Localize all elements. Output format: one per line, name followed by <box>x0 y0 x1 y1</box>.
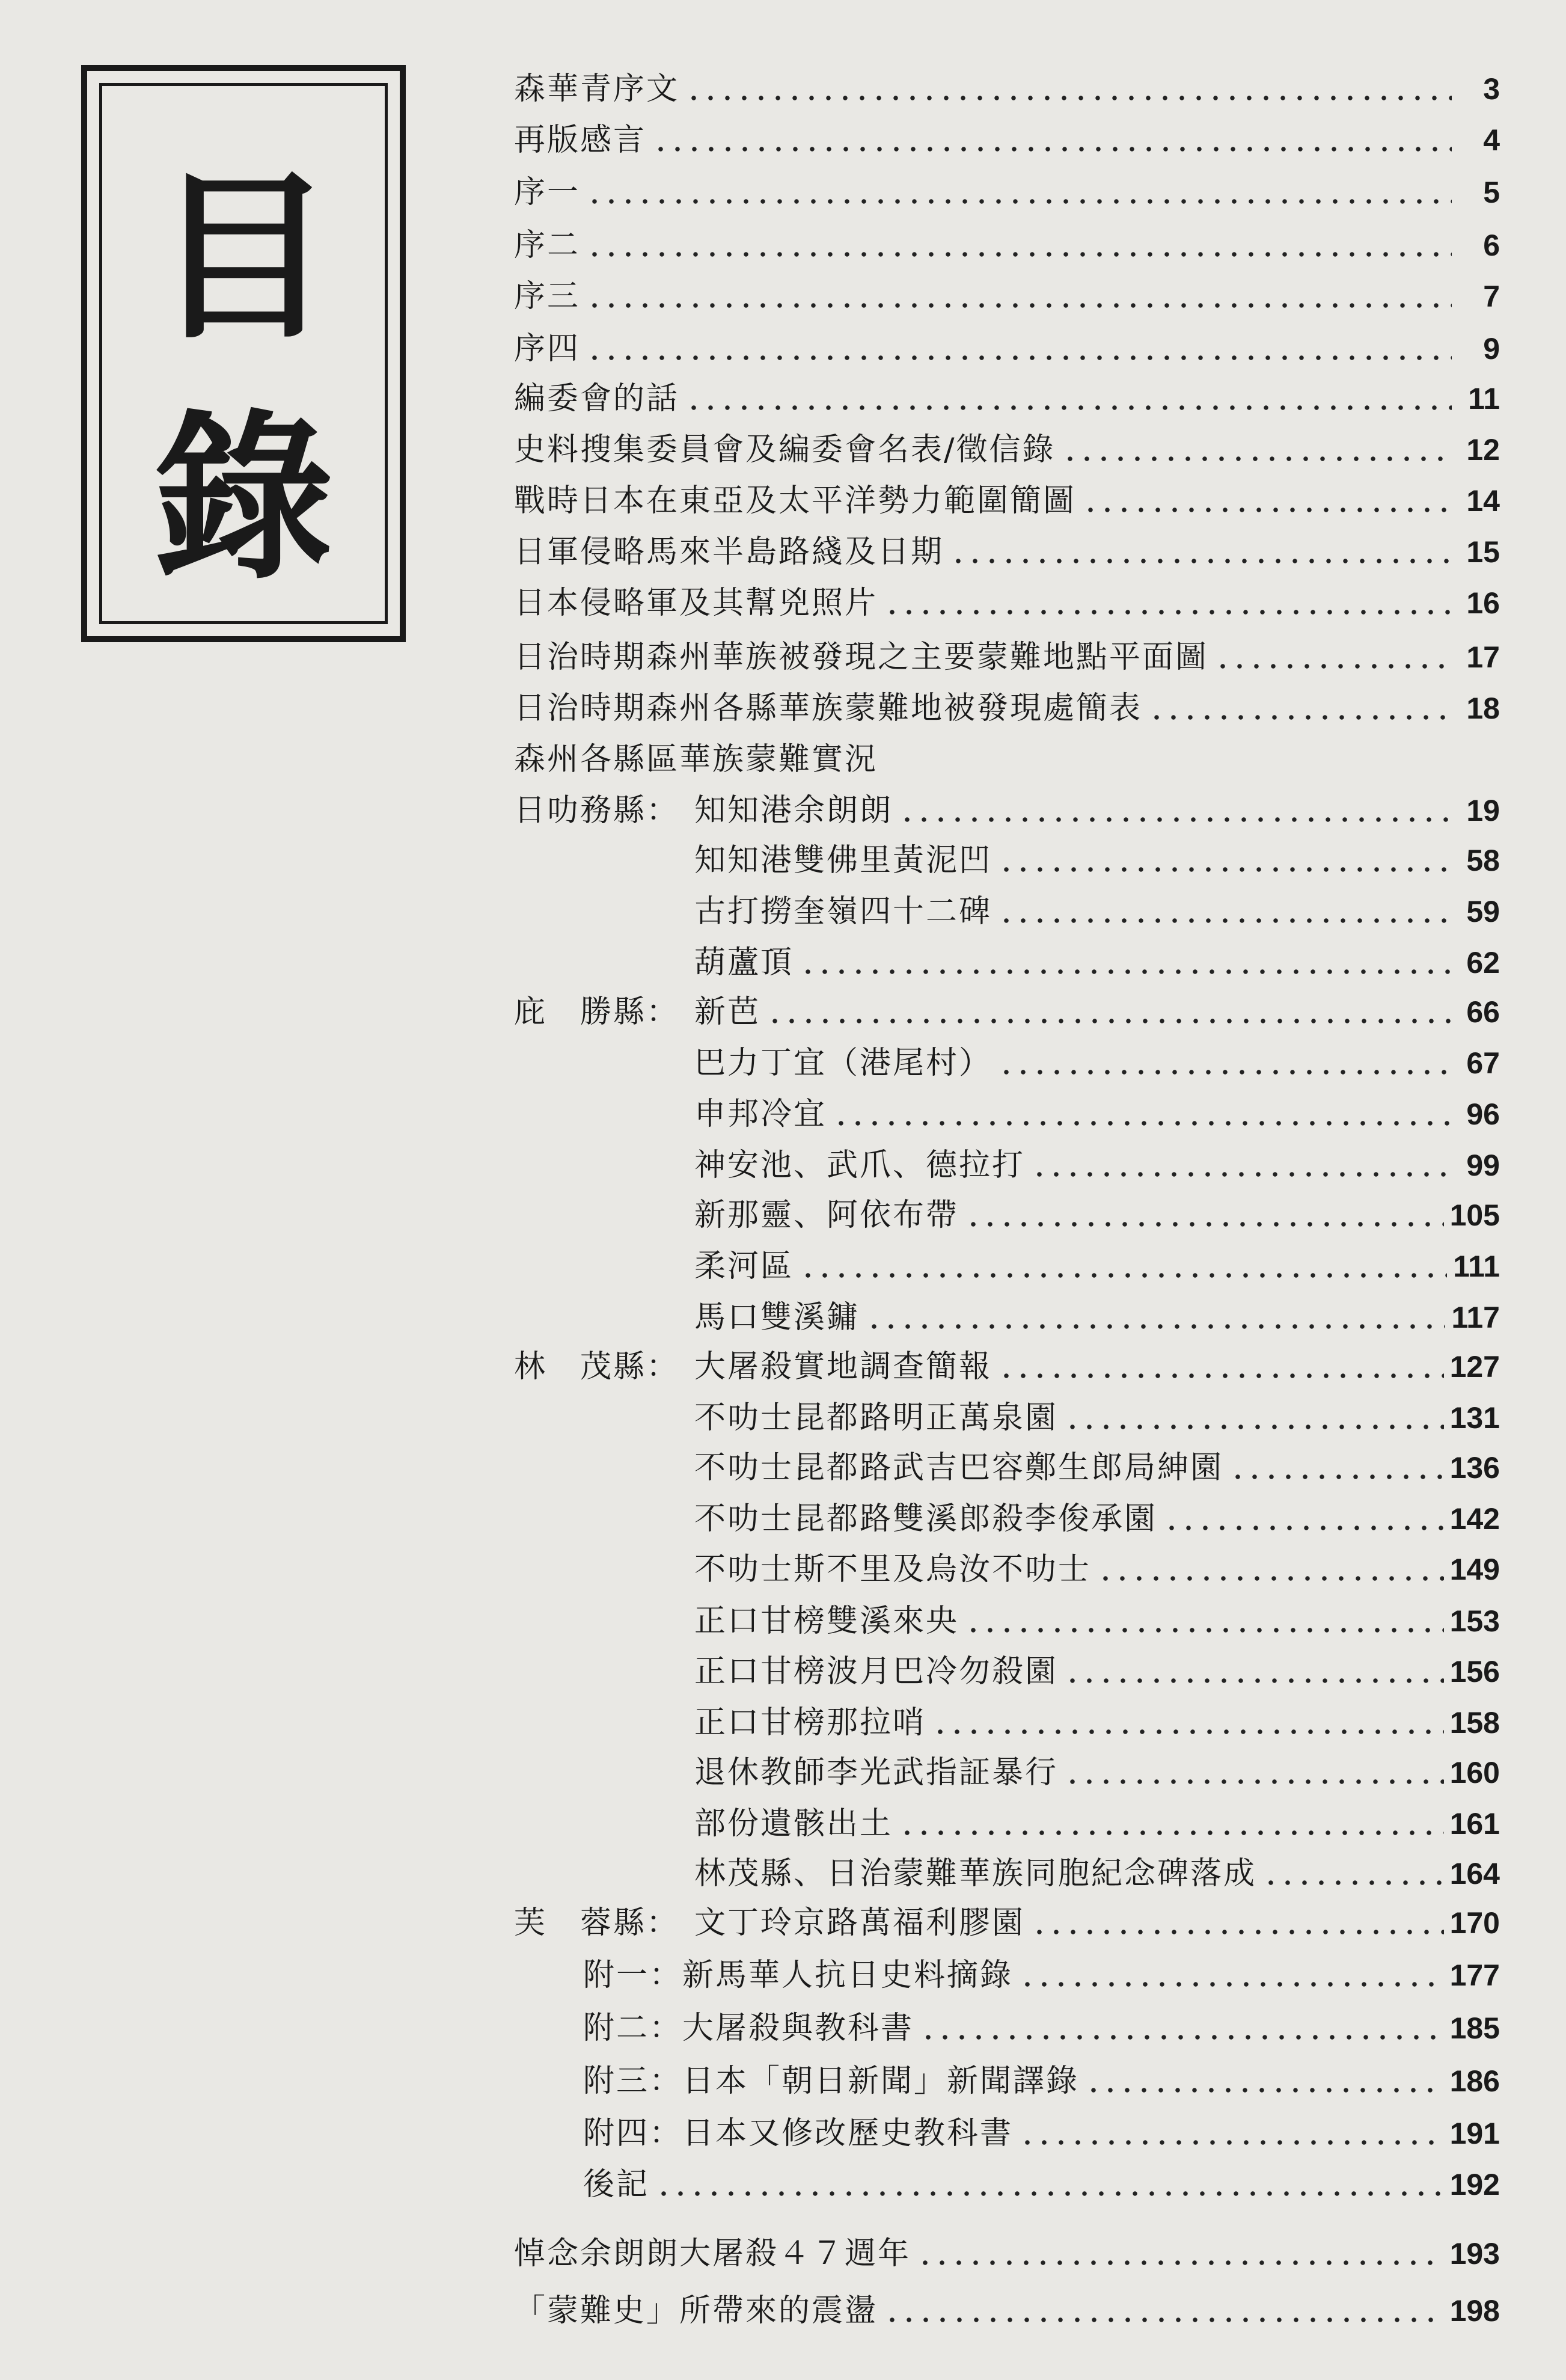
dot-leader <box>1064 1424 1444 1430</box>
page-number: 186 <box>1449 2064 1500 2098</box>
dot-leader <box>932 1729 1444 1735</box>
toc-entry <box>514 528 1500 576</box>
toc-entry <box>514 735 1500 784</box>
dot-leader <box>1214 663 1452 669</box>
page-number: 177 <box>1449 1958 1500 1992</box>
toc-entry <box>514 1597 1500 1645</box>
appendix-label: 附一： <box>583 1957 683 1993</box>
dot-leader <box>586 251 1452 257</box>
page-number: 160 <box>1449 1756 1500 1790</box>
page-number: 18 <box>1466 692 1500 725</box>
entry-title: 日治時期森州各縣華族蒙難地被發現處簡表 <box>514 690 1143 726</box>
toc-entry <box>514 1242 1500 1290</box>
entry-title: 序四 <box>514 331 581 367</box>
dot-leader <box>1031 1171 1452 1177</box>
page-number: 58 <box>1466 844 1500 877</box>
page-number: 3 <box>1483 72 1500 106</box>
entry-title: 序二 <box>514 227 581 263</box>
toc-entry <box>514 836 1500 885</box>
toc-entry <box>514 888 1500 936</box>
dot-leader <box>685 405 1452 411</box>
toc-entry <box>514 1039 1500 1087</box>
page-number: 198 <box>1449 2294 1500 2328</box>
dot-leader <box>586 302 1452 308</box>
toc-entry <box>514 2161 1500 2209</box>
dot-leader <box>884 609 1452 615</box>
entry-title: 申邦冷宜 <box>694 1096 827 1132</box>
page-number: 193 <box>1449 2237 1500 2271</box>
entry-title: 後記 <box>583 2167 650 2203</box>
dot-leader <box>1229 1474 1444 1480</box>
entry-title: 戰時日本在東亞及太平洋勢力範圍簡圖 <box>514 483 1077 519</box>
toc-entry <box>514 1444 1500 1492</box>
dot-leader <box>1019 2139 1444 2145</box>
dot-leader <box>998 1373 1444 1379</box>
dot-leader <box>586 355 1452 361</box>
toc-entry <box>514 375 1500 423</box>
county-label: 林 茂縣： <box>514 1349 680 1385</box>
entry-title: 新芭 <box>694 994 761 1030</box>
toc-entry <box>514 1800 1500 1848</box>
page-number: 192 <box>1449 2168 1500 2201</box>
toc-entry <box>514 1343 1500 1391</box>
page-number: 11 <box>1468 382 1500 416</box>
toc-entry <box>514 2230 1500 2278</box>
page-number: 164 <box>1449 1857 1500 1891</box>
toc-entry <box>514 988 1500 1036</box>
entry-title: 退休教師李光武指証暴行 <box>694 1755 1059 1791</box>
toc-entry <box>514 1699 1500 1747</box>
entry-title: 不叻士昆都路雙溪郎殺李俊承園 <box>694 1501 1158 1537</box>
county-label: 日叻務縣： <box>514 793 680 829</box>
dot-leader <box>950 558 1452 564</box>
entry-title: 知知港雙佛里黃泥凹 <box>694 842 993 879</box>
entry-title: 馬口雙溪鏞 <box>694 1299 860 1336</box>
toc-entry <box>514 2057 1500 2105</box>
page-number: 62 <box>1466 946 1500 980</box>
dot-leader <box>998 918 1452 924</box>
toc-entry <box>514 477 1500 525</box>
entry-title: 新馬華人抗日史料摘錄 <box>682 1957 1014 1993</box>
entry-title: 森州各縣區華族蒙難實況 <box>514 741 878 777</box>
toc-entry <box>514 787 1500 835</box>
dot-leader <box>884 2317 1444 2323</box>
page-number: 161 <box>1449 1807 1500 1841</box>
entry-title: 正口甘榜雙溪來央 <box>694 1603 959 1639</box>
page-number: 17 <box>1466 640 1500 674</box>
entry-title: 知知港余朗朗 <box>694 793 893 829</box>
dot-leader <box>833 1120 1452 1126</box>
entry-title: 神安池、武爪、德拉打 <box>694 1147 1026 1183</box>
appendix-label: 附二： <box>583 2010 683 2046</box>
entry-title: 日本「朝日新聞」新聞譯錄 <box>682 2063 1080 2099</box>
page-number: 15 <box>1466 535 1500 569</box>
page-number: 153 <box>1449 1604 1500 1638</box>
page-number: 59 <box>1466 895 1500 928</box>
appendix-label: 附四： <box>583 2115 683 2152</box>
entry-title: 文丁玲京路萬福利膠園 <box>694 1905 1026 1941</box>
dot-leader <box>965 1627 1444 1633</box>
entry-title: 序三 <box>514 278 581 314</box>
page-number: 127 <box>1449 1350 1500 1384</box>
entry-title: 編委會的話 <box>514 381 680 417</box>
page-number: 149 <box>1449 1553 1500 1586</box>
dot-leader <box>920 2034 1444 2040</box>
dot-leader <box>1064 1779 1444 1785</box>
page-number: 19 <box>1466 794 1500 827</box>
county-label: 庇 勝縣： <box>514 994 680 1030</box>
page-number: 16 <box>1466 586 1500 620</box>
page-number: 142 <box>1449 1502 1500 1536</box>
dot-leader <box>1097 1575 1444 1581</box>
dot-leader <box>1064 1678 1444 1684</box>
toc-entry <box>514 1495 1500 1543</box>
toc-entry <box>514 633 1500 681</box>
entry-title: 序一 <box>514 174 581 210</box>
toc-entry <box>514 221 1500 269</box>
entry-title: 大屠殺與教科書 <box>682 2010 914 2046</box>
entry-title: 再版感言 <box>514 122 647 158</box>
toc-entry <box>514 1648 1500 1696</box>
dot-leader <box>1082 507 1452 513</box>
page-number: 67 <box>1466 1046 1500 1080</box>
page-number: 136 <box>1449 1451 1500 1485</box>
dot-leader <box>800 1272 1447 1278</box>
page-number: 158 <box>1449 1706 1500 1740</box>
page-number: 156 <box>1449 1655 1500 1688</box>
entry-title: 大屠殺實地調查簡報 <box>694 1349 993 1385</box>
dot-leader <box>899 1830 1444 1836</box>
dot-leader <box>1148 714 1452 720</box>
toc-entry <box>514 1749 1500 1797</box>
dot-leader <box>1163 1525 1444 1531</box>
toc-entry <box>514 1394 1500 1442</box>
page-number: 96 <box>1466 1097 1500 1131</box>
entry-title: 日軍侵略馬來半島路綫及日期 <box>514 534 944 570</box>
page-number: 131 <box>1449 1401 1500 1435</box>
toc-entry <box>514 684 1500 732</box>
toc-entry <box>514 116 1500 164</box>
entry-title: 不叻士斯不里及烏汝不叻士 <box>694 1551 1092 1587</box>
dot-leader <box>917 2260 1444 2266</box>
page-number: 99 <box>1466 1149 1500 1182</box>
toc-entry <box>514 1850 1500 1898</box>
page-number: 66 <box>1466 995 1500 1029</box>
dot-leader <box>1062 456 1452 462</box>
entry-title: 正口甘榜那拉哨 <box>694 1705 926 1741</box>
page-number: 6 <box>1483 228 1500 262</box>
county-label: 芙 蓉縣： <box>514 1905 680 1941</box>
entry-title: 日本侵略軍及其幫兇照片 <box>514 585 878 621</box>
toc-entry <box>514 2109 1500 2158</box>
toc-entry <box>514 325 1500 373</box>
entry-title: 日本又修改歷史教科書 <box>682 2115 1014 2152</box>
page-number: 9 <box>1483 332 1500 366</box>
dot-leader <box>998 1069 1452 1075</box>
dot-leader <box>1019 1981 1444 1987</box>
page-number: 7 <box>1483 280 1500 313</box>
page-number: 5 <box>1483 176 1500 209</box>
page-number: 185 <box>1449 2011 1500 2045</box>
page-number: 14 <box>1466 484 1500 518</box>
toc-entry <box>514 65 1500 113</box>
entry-title: 柔河區 <box>694 1248 794 1284</box>
dot-leader <box>866 1323 1445 1330</box>
toc-entry <box>514 579 1500 627</box>
entry-title: 葫蘆頂 <box>694 945 794 981</box>
dot-leader <box>586 198 1452 204</box>
page-number: 12 <box>1466 433 1500 467</box>
dot-leader <box>998 866 1452 873</box>
toc-entry <box>514 1951 1500 1999</box>
dot-leader <box>1085 2087 1444 2093</box>
toc-entry <box>514 2287 1500 2335</box>
title-char-mu: 目 <box>153 151 334 363</box>
toc-entry <box>514 2004 1500 2052</box>
entry-title: 林茂縣、日治蒙難華族同胞紀念碑落成 <box>694 1856 1257 1892</box>
toc-entry <box>514 1141 1500 1189</box>
entry-title: 日治時期森州華族被發現之主要蒙難地點平面圖 <box>514 639 1209 675</box>
entry-title: 正口甘榜波月巴冷勿殺園 <box>694 1654 1059 1690</box>
entry-title: 森華青序文 <box>514 71 680 107</box>
toc-entry <box>514 1090 1500 1138</box>
toc-entry <box>514 1899 1500 1947</box>
dot-leader <box>899 817 1452 823</box>
entry-title: 不叻士昆都路明正萬泉園 <box>694 1400 1059 1436</box>
page-number: 170 <box>1449 1906 1500 1940</box>
toc-entry <box>514 939 1500 987</box>
title-frame <box>81 65 406 642</box>
entry-title: 巴力丁宜（港尾村） <box>694 1045 993 1081</box>
appendix-label: 附三： <box>583 2063 683 2099</box>
page-number: 191 <box>1449 2117 1500 2150</box>
page-number: 117 <box>1451 1301 1500 1334</box>
entry-title: 不叻士昆都路武吉巴容鄭生郎局紳園 <box>694 1450 1224 1486</box>
entry-title: 新那靈、阿依布帶 <box>694 1197 959 1233</box>
toc-entry <box>514 272 1500 321</box>
dot-leader <box>766 1018 1452 1024</box>
toc-entry <box>514 426 1500 474</box>
dot-leader <box>1031 1929 1444 1935</box>
toc-entry <box>514 1545 1500 1593</box>
dot-leader <box>1262 1880 1444 1886</box>
page-number: 105 <box>1449 1198 1500 1232</box>
dot-leader <box>655 2191 1444 2197</box>
dot-leader <box>800 969 1452 975</box>
entry-title: 部份遺骸出土 <box>694 1806 893 1842</box>
dot-leader <box>652 146 1452 152</box>
entry-title: 悼念余朗朗大屠殺４７週年 <box>514 2236 911 2272</box>
toc-entry <box>514 168 1500 216</box>
page-number: 111 <box>1453 1250 1500 1283</box>
entry-title: 「蒙難史」所帶來的震盪 <box>514 2293 878 2329</box>
dot-leader <box>685 95 1452 101</box>
toc-entry <box>514 1191 1500 1239</box>
dot-leader <box>965 1221 1444 1227</box>
title-char-lu: 錄 <box>153 391 334 604</box>
entry-title: 史料搜集委員會及編委會名表/徵信錄 <box>514 432 1056 468</box>
toc-entry <box>514 1293 1500 1342</box>
page-number: 4 <box>1483 123 1500 157</box>
entry-title: 古打撈奎嶺四十二碑 <box>694 894 993 930</box>
